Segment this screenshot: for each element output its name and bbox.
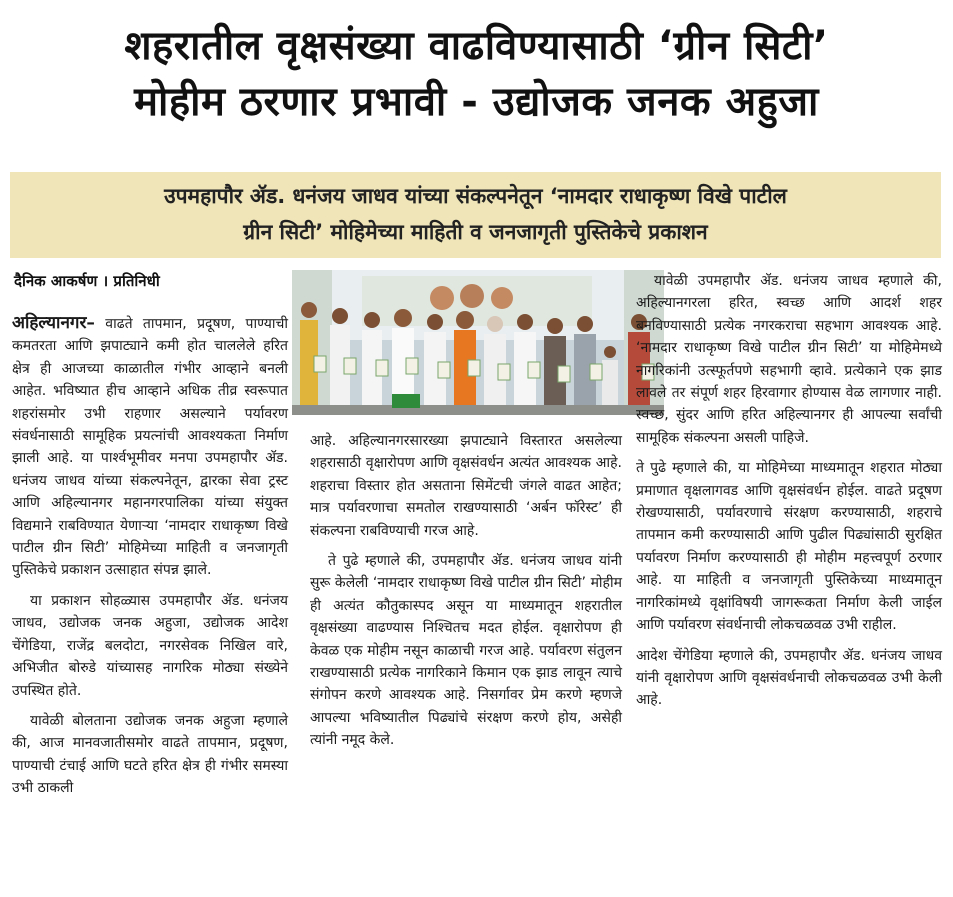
column2-paragraph-1: आहे. अहिल्यानगरसारख्या झपाट्याने विस्तारत असलेल्या शहरासाठी वृक्षारोपण आणि वृक्षसंवर्धन अत्यंत आवश्यक आहे. शहराचा विस्तार होत असताना सिमेंटची जंगले वाढत आहेत; मात्र पर्यावरणाचा समतोल राखण्यासाठी ‘अर्बन फॉरेस्ट’ ही संकल्पना राबविण्याची गरज आहे. — [310, 433, 622, 539]
column1-paragraph-1 — [12, 312, 288, 582]
column1-paragraph-1-text: वाढते तापमान, प्रदूषण, पाण्याची कमतरता आणि झपाट्याने कमी होत चाललेले हरित क्षेत्र ही आजच्या काळातील गंभीर आव्हाने बनली आहेत. भविष्यात हीच आव्हाने अधिक तीव्र स्वरूपात शहरांसमोर उभी राहणार असल्याने पर्यावरण संवर्धनासाठी सामूहिक प्रयत्नांची आवश्यकता निर्माण झाली आहे. या पार्श्वभूमीवर मनपा उपमहापौर ॲड. धनंजय जाधव यांच्या संकल्पनेतून, द्वारका सेवा ट्रस्ट आणि अहिल्यानगर महानगरपालिका यांच्या संयुक्त विद्यमाने राबविण्यात येणाऱ्या ‘नामदार राधाकृष्ण विखे पाटील ग्रीन सिटी’ मोहिमेच्या माहिती व जनजागृती पुस्तिकेचे प्रकाशन उत्साहात संपन्न झाले. — [12, 316, 288, 579]
subheadline-line-1: उपमहापौर ॲड. धनंजय जाधव यांच्या संकल्पनेतून ‘नामदार राधाकृष्ण विखे पाटील — [164, 184, 787, 208]
subheadline-line-2: ग्रीन सिटी’ मोहिमेच्या माहिती व जनजागृती पुस्तिकेचे प्रकाशन — [243, 220, 708, 244]
column2-paragraph-2: ते पुढे म्हणाले की, उपमहापौर ॲड. धनंजय जाधव यांनी सुरू केलेली ‘नामदार राधाकृष्ण विखे पाटील ग्रीन सिटी’ मोहीम ही अत्यंत कौतुकास्पद असून या माध्यमातून शहरातील वृक्षसंख्या वाढण्यास निश्चितच मदत होईल. वृक्षारोपण ही केवळ एक मोहीम नसून काळाची गरज आहे. पर्यावरण संतुलन राखण्यासाठी प्रत्येक नागरिकाने किमान एक झाड लावून त्याचे संगोपन करणे आवश्यक आहे. निसर्गावर प्रेम करणे म्हणजे आपल्या भविष्यातील पिढ्यांचे संरक्षण करणे होय, असेही त्यांनी नमूद केले. — [310, 553, 622, 749]
column3-paragraph-1: यावेळी उपमहापौर ॲड. धनंजय जाधव म्हणाले की, अहिल्यानगरला हरित, स्वच्छ आणि आदर्श शहर बनविण्यासाठी प्रत्येक नगरकराचा सहभाग आवश्यक आहे. ‘नामदार राधाकृष्ण विखे पाटील ग्रीन सिटी’ या मोहिमेमध्ये नागरिकांनी उत्स्फूर्तपणे सहभागी व्हावे. प्रत्येकाने एक झाड लावले तर संपूर्ण शहर हिरवागार होण्यास वेळ लागणार नाही. स्वच्छ, सुंदर आणि हरित अहिल्यानगर ही आपल्या सर्वांची सामूहिक संकल्पना असली पाहिजे. — [636, 273, 942, 446]
headline-line-1: शहरातील वृक्षसंख्या वाढविण्यासाठी ‘ग्रीन सिटी’ — [124, 23, 829, 69]
headline-line-2: मोहीम ठरणार प्रभावी - उद्योजक जनक अहुजा — [134, 79, 819, 125]
article-column-2 — [310, 430, 622, 760]
dateline: अहिल्यानगर– — [12, 313, 95, 333]
headline — [0, 18, 953, 130]
article-column-1 — [12, 312, 288, 808]
column1-paragraph-2: या प्रकाशन सोहळ्यास उपमहापौर ॲड. धनंजय जाधव, उद्योजक जनक अहुजा, उद्योजक आदेश चेंगेडिया, राजेंद्र बलदोटा, नगरसेवक निखिल वारे, अभिजीत बोरुडे यांच्यासह नागरिक मोठ्या संख्येने उपस्थित होते. — [12, 592, 288, 699]
subheadline — [10, 178, 941, 250]
event-photo — [292, 270, 664, 415]
column3-paragraph-2: ते पुढे म्हणाले की, या मोहिमेच्या माध्यमातून शहरात मोठ्या प्रमाणात वृक्षलागवड आणि वृक्षसंवर्धन होईल. वाढते प्रदूषण रोखण्यासाठी, पर्यावरणाचे संरक्षण करण्यासाठी, शहराचे तापमान कमी करण्यासाठी आणि पुढील पिढ्यांसाठी सुरक्षित पर्यावरण निर्माण करण्यासाठी ही मोहीम महत्त्वपूर्ण ठरणार आहे. या माहिती व जनजागृती पुस्तिकेच्या माध्यमातून नागरिकांमध्ये वृक्षांविषयी जागरूकता निर्माण केली जाईल आणि पर्यावरण संवर्धनाची लोकचळवळ उभी राहील. — [636, 460, 942, 634]
column3-paragraph-3: आदेश चेंगेडिया म्हणाले की, उपमहापौर ॲड. धनंजय जाधव यांनी वृक्षारोपण आणि वृक्षसंवर्धनाची लोकचळवळ उभी केली आहे. — [636, 647, 942, 709]
article-column-3 — [636, 270, 942, 720]
column1-paragraph-3: यावेळी बोलताना उद्योजक जनक अहुजा म्हणाले की, आज मानवजातीसमोर वाढते तापमान, प्रदूषण, पाण्याची टंचाई आणि घटते हरित क्षेत्र ही गंभीर समस्या उभी ठाकली — [12, 712, 288, 797]
byline: दैनिक आकर्षण । प्रतिनिधी — [14, 272, 160, 290]
event-photo-illustration — [292, 270, 664, 415]
